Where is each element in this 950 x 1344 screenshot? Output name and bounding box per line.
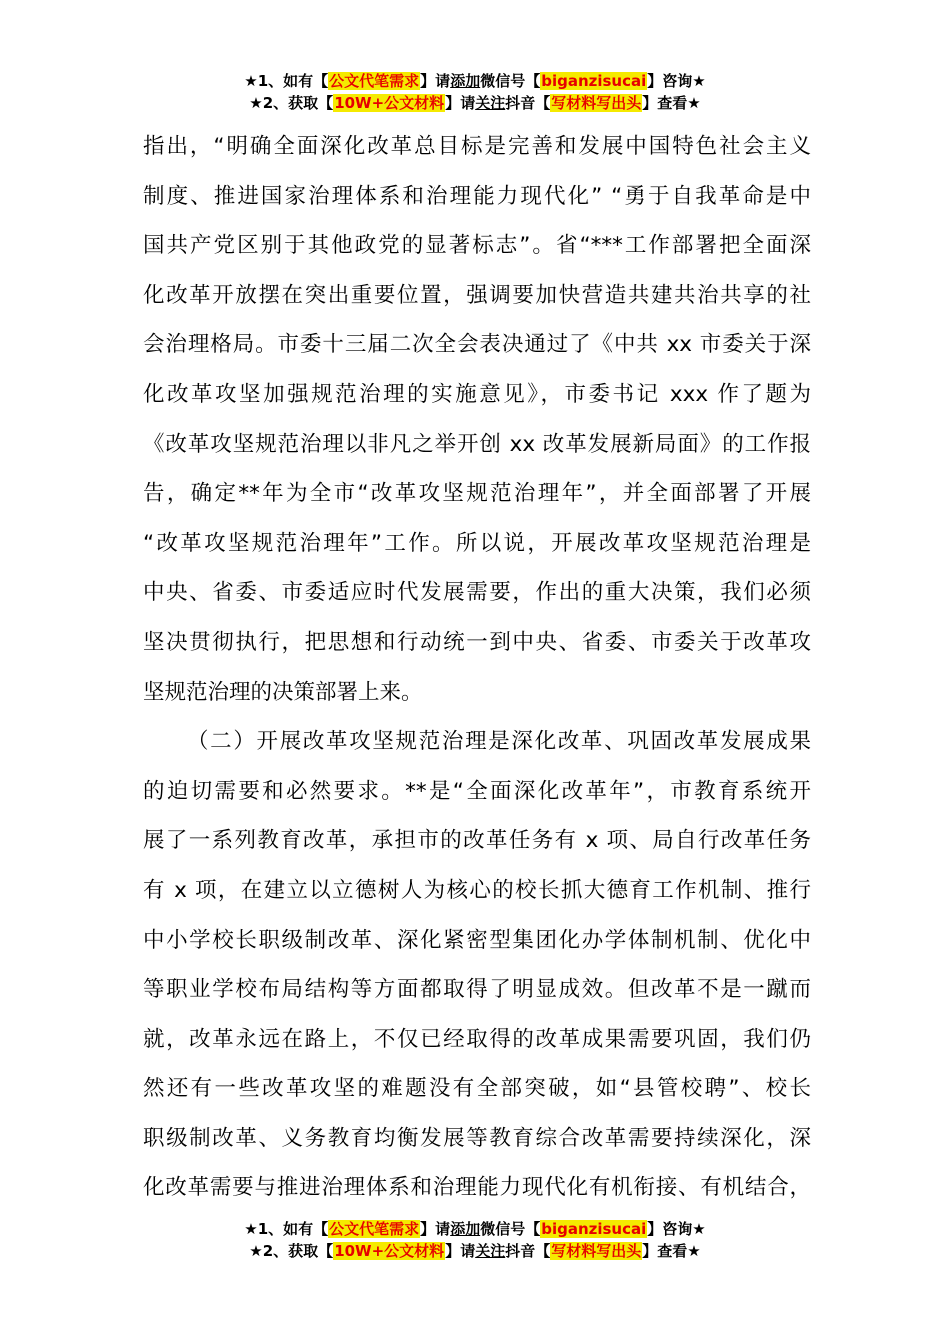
promo-banner-top [0,70,950,114]
promo-text: 】请 [445,94,476,112]
text-line: 中小学校长职级制改革、深化紧密型集团化办学体制机制、优化中 [143,927,811,953]
text-line: 坚决贯彻执行，把思想和行动统一到中央、省委、市委关于改革攻 [143,629,811,655]
promo-banner-bottom [0,1218,950,1262]
text-line: 然还有一些改革攻坚的难题没有全部突破，如“县管校聘”、校长 [143,1076,811,1102]
text-line: 等职业学校布局结构等方面都取得了明显成效。但改革不是一蹴而 [143,977,811,1003]
promo-highlight: 10W+公文材料 [334,94,445,112]
promo-text: 】请 [445,1242,476,1260]
text-line: 化改革开放摆在突出重要位置，强调要加快营造共建共治共享的社 [143,282,811,308]
text-line: 告，确定**年为全市“改革攻坚规范治理年”，并全面部署了开展 [143,481,811,507]
text-line: 中央、省委、市委适应时代发展需要，作出的重大决策，我们必须 [143,580,811,606]
text-line: 展了一系列教育改革，承担市的改革任务有 x 项、局自行改革任务 [143,828,811,854]
promo-text: 微信号【 [480,1220,541,1238]
text-line: 会治理格局。市委十三届二次全会表决通过了《中共 xx 市委关于深 [143,332,811,358]
promo-text: 】咨询★ [647,72,706,90]
promo-highlight: 写材料写出头 [551,1242,642,1260]
promo-line-2 [0,92,950,114]
document-body [143,122,811,1213]
promo-text: ★2、获取【 [249,1242,334,1260]
text-line: 制度、推进国家治理体系和治理能力现代化” “勇于自我革命是中 [143,183,811,209]
promo-text: 微信号【 [480,72,541,90]
text-line: 坚规范治理的决策部署上来。 [143,679,423,705]
promo-text: 抖音【 [505,94,551,112]
promo-text: 抖音【 [505,1242,551,1260]
promo-highlight: biganzisucai [541,1220,647,1238]
promo-text: ★2、获取【 [249,94,334,112]
text-line: 化改革需要与推进治理体系和治理能力现代化有机衔接、有机结合， [143,1175,811,1201]
promo-line-1 [0,70,950,92]
promo-highlight: 写材料写出头 [551,94,642,112]
promo-text: 】查看★ [642,94,701,112]
text-line: 《改革攻坚规范治理以非凡之举开创 xx 改革发展新局面》的工作报 [143,431,811,457]
promo-text: 】咨询★ [647,1220,706,1238]
promo-underline: 添加 [450,72,481,90]
promo-underline: 关注 [475,1242,506,1260]
text-line: （二）开展改革攻坚规范治理是深化改革、巩固改革发展成果 [187,729,811,755]
promo-highlight: biganzisucai [541,72,647,90]
text-line: 化改革攻坚加强规范治理的实施意见》，市委书记 xxx 作了题为 [143,381,811,407]
text-line: “改革攻坚规范治理年”工作。所以说，开展改革攻坚规范治理是 [143,530,811,556]
promo-highlight: 10W+公文材料 [334,1242,445,1260]
promo-text: 】查看★ [642,1242,701,1260]
promo-text: ★1、如有【 [244,72,329,90]
promo-underline: 添加 [450,1220,481,1238]
text-line: 有 x 项，在建立以立德树人为核心的校长抓大德育工作机制、推行 [143,877,811,903]
promo-highlight: 公文代笔需求 [329,72,420,90]
promo-text: 】请 [420,1220,451,1238]
text-line: 就，改革永远在路上，不仅已经取得的改革成果需要巩固，我们仍 [143,1026,811,1052]
text-line: 指出，“明确全面深化改革总目标是完善和发展中国特色社会主义 [143,134,811,159]
promo-text: 】请 [420,72,451,90]
promo-line-2 [0,1240,950,1262]
promo-line-1 [0,1218,950,1240]
promo-underline: 关注 [475,94,506,112]
promo-highlight: 公文代笔需求 [329,1220,420,1238]
text-line: 的迫切需要和必然要求。**是“全面深化改革年”，市教育系统开 [143,778,811,804]
text-line: 国共产党区别于其他政党的显著标志”。省“***工作部署把全面深 [143,233,811,259]
promo-text: ★1、如有【 [244,1220,329,1238]
text-line: 职级制改革、义务教育均衡发展等教育综合改革需要持续深化，深 [143,1125,811,1151]
